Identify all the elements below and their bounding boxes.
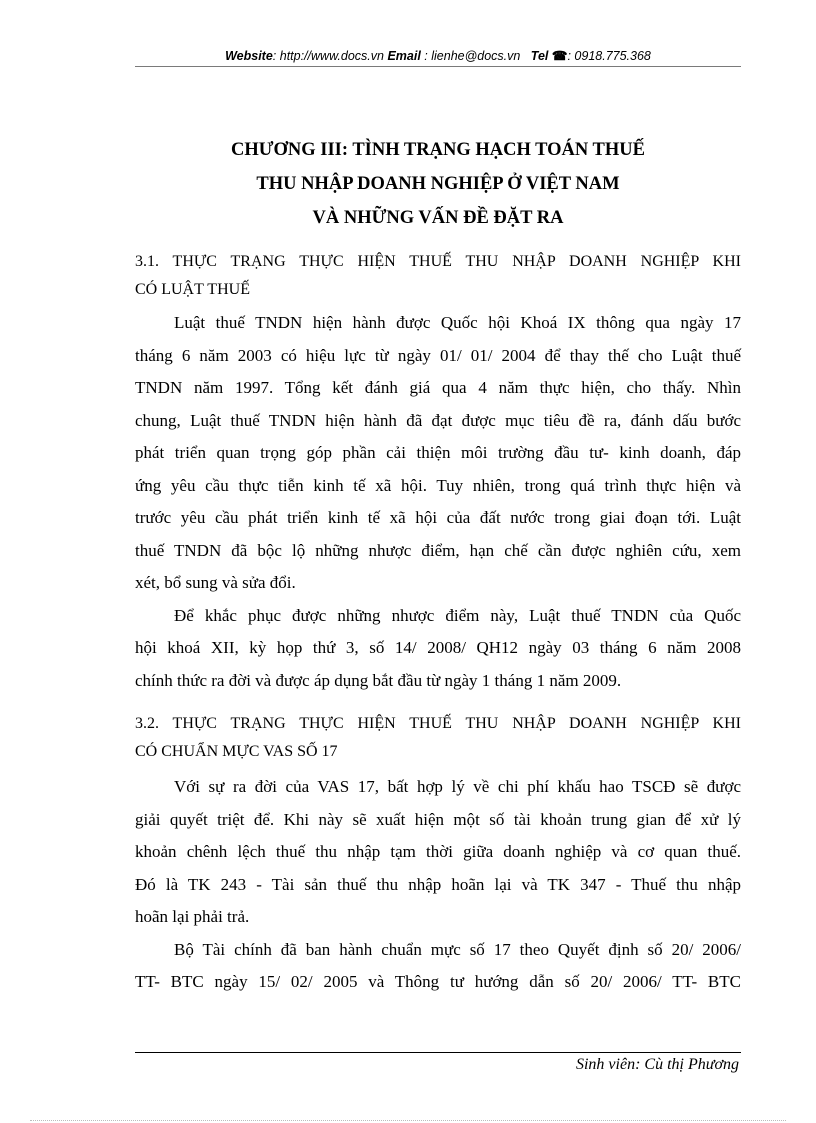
paragraph-line: giải quyết triệt để. Khi này sẽ xuất hiện một số tài khoản trung gian để xử lý	[135, 809, 741, 829]
section-3-1-body	[135, 307, 741, 697]
paragraph-line: Để khắc phục được những nhược điểm này, Luật thuế TNDN của Quốc	[174, 605, 741, 625]
phone-icon: ☎	[551, 49, 568, 63]
tel-value: : 0918.775.368	[567, 49, 651, 63]
header-divider	[135, 66, 741, 67]
section-heading-line: 3.1. THỰC TRẠNG THỰC HIỆN THUẾ THU NHẬP DOANH NGHIỆP KHI	[135, 253, 741, 270]
paragraph-line: phát triển quan trọng góp phần cải thiện môi trường đầu tư- kinh doanh, đáp	[135, 443, 741, 462]
chapter-title-line: CHƯƠNG III: TÌNH TRẠNG HẠCH TOÁN THUẾ	[231, 140, 645, 160]
paragraph-line: Luật thuế TNDN hiện hành được Quốc hội Khoá IX thông qua ngày 17	[174, 313, 741, 332]
paragraph-line: TT- BTC ngày 15/ 02/ 2005 và Thông tư hướng dẫn số 20/ 2006/ TT- BTC	[135, 972, 741, 991]
paragraph-line: Với sự ra đời của VAS 17, bất hợp lý về chi phí khấu hao TSCĐ sẽ được	[174, 777, 741, 796]
paragraph-line: ứng yêu cầu thực tiễn kinh tế xã hội. Tuy nhiên, trong quá trình thực hiện và	[135, 475, 741, 495]
section-heading-3-1	[135, 248, 741, 304]
website-value[interactable]: : http://www.docs.vn	[272, 49, 384, 63]
paragraph-line: Bộ Tài chính đã ban hành chuẩn mực số 17 theo Quyết định số 20/ 2006/	[174, 939, 741, 959]
email-label: Email	[387, 49, 421, 63]
tel-label: Tel	[530, 49, 549, 63]
bottom-dotted-rule	[30, 1120, 786, 1121]
paragraph-line: tháng 6 năm 2003 có hiệu lực từ ngày 01/ 01/ 2004 để thay thế cho Luật thuế	[135, 345, 741, 365]
section-heading-line: 3.2. THỰC TRẠNG THỰC HIỆN THUẾ THU NHẬP DOANH NGHIỆP KHI	[135, 715, 741, 732]
website-label: Website	[225, 49, 273, 63]
paragraph-line: trước yêu cầu phát triển kinh tế xã hội của đất nước trong giai đoạn tới. Luật	[135, 508, 741, 527]
chapter-title-line: THU NHẬP DOANH NGHIỆP Ở VIỆT NAM	[256, 174, 620, 194]
section-3-2-body	[135, 771, 741, 999]
email-value[interactable]: : lienhe@docs.vn	[420, 49, 521, 63]
paragraph-line: hoãn lại phải trả.	[135, 907, 250, 926]
paragraph-line: hội khoá XII, kỳ họp thứ 3, số 14/ 2008/ QH12 ngày 03 tháng 6 năm 2008	[135, 638, 741, 657]
paragraph-line: xét, bổ sung và sửa đổi.	[135, 573, 296, 592]
section-heading-3-2	[135, 710, 741, 766]
section-heading-line: CÓ CHUẨN MỰC VAS SỐ 17	[135, 743, 338, 760]
footer-divider	[135, 1052, 741, 1053]
footer-student: Sinh viên: Cù thị Phương	[575, 1056, 739, 1073]
paragraph-line: chính thức ra đời và được áp dụng bắt đầu từ ngày 1 tháng 1 năm 2009.	[135, 670, 622, 690]
section-heading-line: CÓ LUẬT THUẾ	[135, 281, 250, 298]
paragraph-line: khoản chênh lệch thuế thu nhập tạm thời giữa doanh nghiệp và cơ quan thuế.	[135, 842, 741, 861]
chapter-title	[135, 133, 741, 235]
paragraph-line: thuế TNDN đã bộc lộ những nhược điểm, hạn chế cần được nghiên cứu, xem	[135, 540, 741, 560]
paragraph-line: Đó là TK 243 - Tài sản thuế thu nhập hoãn lại và TK 347 - Thuế thu nhập	[135, 874, 741, 894]
paragraph-line: chung, Luật thuế TNDN hiện hành đã đạt được mục tiêu đề ra, đánh dấu bước	[135, 410, 741, 430]
page-header	[135, 46, 741, 66]
chapter-title-line: VÀ NHỮNG VẤN ĐỀ ĐẶT RA	[312, 208, 564, 228]
paragraph-line: TNDN năm 1997. Tổng kết đánh giá qua 4 năm thực hiện, cho thấy. Nhìn	[135, 378, 741, 397]
